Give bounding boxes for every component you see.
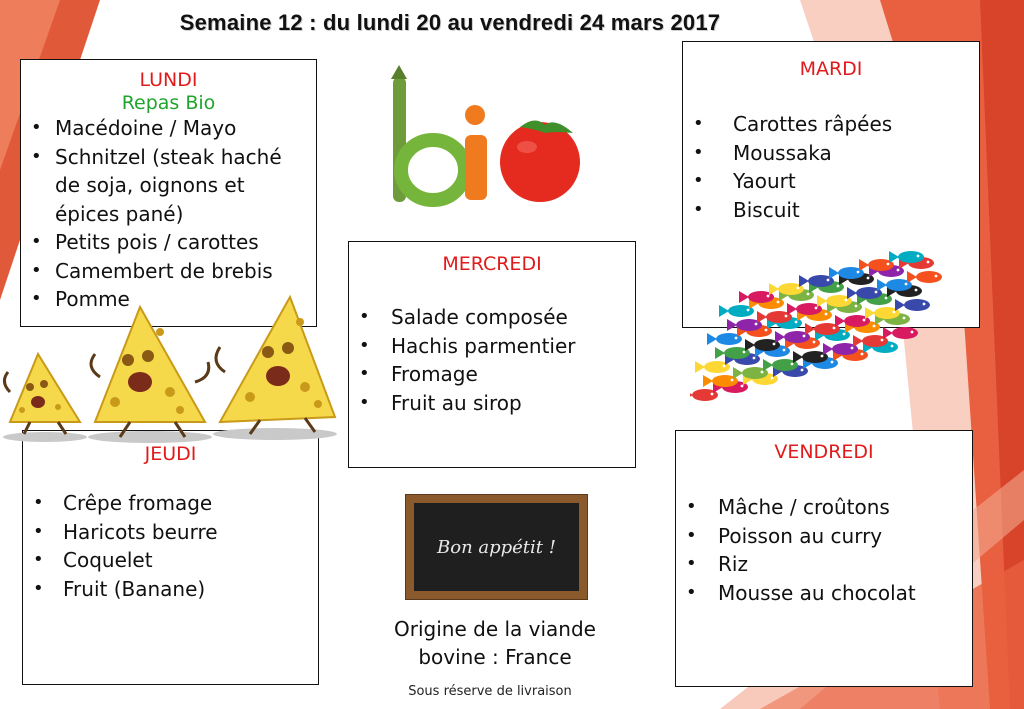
list-item: • Moussaka [683,139,979,168]
fish-icon [859,259,894,271]
list-item: • Fromage [349,360,635,389]
menu-list-mardi [683,110,979,224]
list-item: • Camembert de brebis [21,257,316,286]
fish-icon [829,267,864,279]
fish-icon [719,305,754,317]
menu-card-lundi [20,59,317,327]
fish-icon [787,303,822,315]
fish-icon [695,361,730,373]
fish-icon [703,375,738,387]
day-title-lundi: LUNDI [139,69,198,91]
bio-label: Repas Bio [121,92,216,114]
fish-icon [883,327,918,339]
list-item: • Crêpe fromage [23,489,318,518]
meat-origin-note [350,615,640,671]
list-item: • Fruit au sirop [349,389,635,418]
fish-icon [733,367,768,379]
fish-icon [853,335,888,347]
list-item: • Poisson au curry [676,522,972,551]
list-item: • Haricots beurre [23,518,318,547]
page-title: Semaine 12 : du lundi 20 au vendredi 24 mars 2017 [179,10,721,35]
menu-list-mercredi [349,303,635,417]
fish-icon [865,307,900,319]
list-item: • Macédoine / Mayo [21,114,316,143]
fish-icon [775,331,810,343]
fish-icon [799,275,834,287]
fish-school-illustration [690,250,960,420]
chalkboard-text: Bon appétit ! [437,536,556,558]
list-item: • Biscuit [683,196,979,225]
chalkboard [405,494,588,600]
bio-vegetables-illustration [385,65,585,210]
list-item: • Schnitzel (steak haché de soja, oignons et épices pané) [21,143,316,229]
list-item: • Riz [676,550,972,579]
fish-icon [895,299,930,311]
fish-icon [877,279,912,291]
day-title-vendredi: VENDREDI [774,441,874,463]
meat-origin-line-2: bovine : France [418,645,572,669]
fish-icon [889,251,924,263]
fish-icon [847,287,882,299]
list-item: • Carottes râpées [683,110,979,139]
running-cheese-illustration [0,292,345,452]
fish-icon [769,283,804,295]
fish-icon [727,319,762,331]
menu-list-jeudi [23,489,318,603]
fish-icon [715,347,750,359]
fish-icon [823,343,858,355]
menu-list-lundi [21,114,316,314]
menu-card-mercredi [348,241,636,468]
menu-card-vendredi [675,430,973,687]
delivery-disclaimer: Sous réserve de livraison [408,684,572,699]
fish-icon [805,323,840,335]
day-title-mercredi: MERCREDI [442,253,542,275]
fish-icon [745,339,780,351]
fish-icon [707,333,742,345]
fish-icon [793,351,828,363]
list-item: • Salade composée [349,303,635,332]
fish-icon [907,271,942,283]
fish-icon [739,291,774,303]
day-title-mardi: MARDI [799,58,863,80]
menu-list-vendredi [676,493,972,607]
list-item: • Pomme [21,285,316,314]
menu-card-jeudi [22,430,319,685]
list-item: • Hachis parmentier [349,332,635,361]
list-item: • Mousse au chocolat [676,579,972,608]
meat-origin-line-1: Origine de la viande [394,617,596,641]
fish-icon [817,295,852,307]
day-title-jeudi: JEUDI [144,443,197,465]
fish-icon [763,359,798,371]
fish-icon [835,315,870,327]
list-item: • Mâche / croûtons [676,493,972,522]
list-item: • Fruit (Banane) [23,575,318,604]
list-item: • Petits pois / carottes [21,228,316,257]
list-item: • Yaourt [683,167,979,196]
fish-icon [757,311,792,323]
list-item: • Coquelet [23,546,318,575]
